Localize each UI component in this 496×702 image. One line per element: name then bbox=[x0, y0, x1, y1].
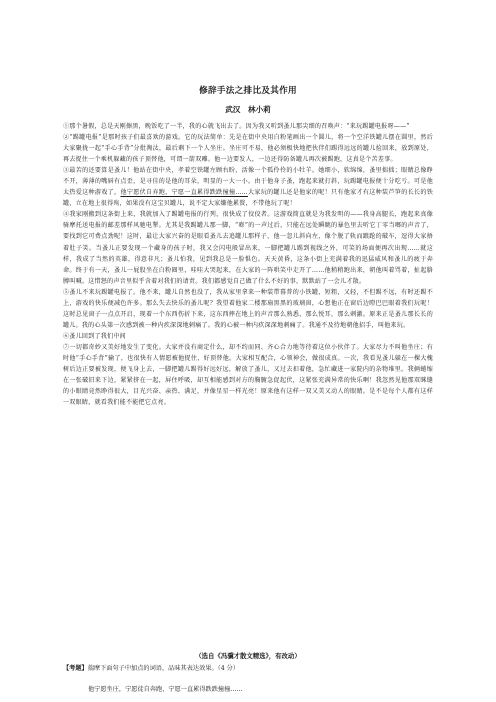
paragraph-3-part-2: 大家玩的罐儿还是他家的呢！只有他家才有这种装芦笋的长长的铁罐，立在地上很得殇，如果没有这宝贝罐儿，说不定大家嫌他累赘，不带他玩了呢！ bbox=[63, 189, 434, 208]
exam-quote: 他宁愿坐庄，宁愿徒自奔跑，宁愿一直累得跌跌撞撞…… bbox=[88, 686, 243, 693]
paragraph-6: ⑥蚤儿回到了我们中间 bbox=[63, 332, 126, 340]
document-author: 武汉 林小莉 bbox=[225, 105, 271, 114]
paragraph-3-part-1: ③最苦的还要算是蚤儿！他站在街中央，孝着空铁罐左顾右盼，活像一个孤伶伶的小牡羊。她细小，软绵绵，蚤里拙拙；眼睛总像睁不开，薄薄的嘴唇有点歪，是寻佳的是他的耳朵，明显的一大一小。由于他身子蚤，跑起来就打斜，玩踢罐电报便十分吃亏。可是他太热爱这种游戏了， bbox=[63, 167, 433, 197]
exam-question-text: 揣摩下面句子中加点的词语，品味其表达效果。（4 分） bbox=[87, 665, 240, 672]
paragraph-2: ②“踢罐电报”是那时孩子们最喜欢的游戏。它的玩法简单：先是在街中央用白粉笔画出一个圆儿，将一个空洋铁罐儿摆在圆里，然后大家聚拢一起“手心手背”分批淘汰，最后剩下一个人坐庄。坐庄可不易，他必须极快地把伙伴们踢得远远的罐儿捡回来，放到原处，再去捉住一个乘机躲藏的孩子顶替他，可谓一箭双雕。他一边要发人，一边还得防备罐儿再次被踢跑，这真是个苦差事。 bbox=[63, 134, 433, 164]
paragraph-1: ①那个暑假，总是天刚擦黑，晚饭吃了一半，我的心就飞出去了。因为我又听到蚤儿那尖细的召唤声：“来玩踢罐电报呀——” bbox=[63, 123, 410, 130]
essay-body bbox=[63, 121, 433, 408]
paragraph-4: ④我家刚搬到这条街上来，我就加入了踢罐电报的行列，很快成了佼佼者。这游戏简直就是为我发明的——我身高腿长，跑起来真像骑摩托送电报的邮差那样风驰电掣。尤其是我踢罐儿那一脚，“嘭”的一声过后，只能在远处瞬眺的暴色里去听它丁零当啷的声音了，要找到它可费点劲呢！这时，最让大家兴奋的是眼看蚤儿去追罐儿那样子，他一忽儿斜向左，像个脱了轨而踉跄的破车，逗得大家捂着肚子笑。当蚤儿正要发现一个藏身的孩子时，我又会闪电般冒出来，一脚把罐儿踢到视线之外，可笑的场面便再次出现……就这样，我成了当然的英雄，得意非凡；蚤儿怕我，见到我总是一脸惧色。天天黄昏，这条小街上充满着我的迅猛威风和蚤儿的疲于奔命。终于有一天，蚤儿一屁股坐在白粉圈里，哇哇大哭起来，在大家的一阵哄笑中走开了……他稍稍跑出来，朝他叫着骂着，扯起胳膊叫喊。这惜怒的声音里似乎含着对我们的请责。我们都感觉自己做了什么不好的事，默默站了一会儿才散。 bbox=[63, 211, 433, 285]
paragraph-3 bbox=[63, 165, 433, 209]
exam-tag: 【考题】 bbox=[63, 665, 88, 672]
paragraph-7: ⑦一切都奇妙又美好地发生了变化。大家并没有商定什么，却不约而同、齐心合力地等待着这位小伙伴了。大家尽力不叫他坐庄；有时他“手心手背”输了，也很快有人情愿被他捉住，好顶替他。大家相互配合，心领神会，做很成真。一次，我看见蚤儿躲在一棵大槐树后边正要被发现，便飞身上去，一脚把罐儿踢得好远好远，解放了蚤儿，又过去扣着他，急忙藏进一家院内的杂物堆里。我俩蜷缩在一张破旧来下边，紧紧挤在一起，屏住呼吸，却互相能感到对方的胸腑急促起伏，这紧张充满异常的快乐啊！我忽然见他那双眯缝的小眼睛竟然睁得很大，目光兴奋、亲热、满足，并像星星一样光亮！原来他有这样一双又美又动人的眼睛。是不是每个人都有这样一双眼睛，就看我们能不能把它点亮。 bbox=[63, 343, 433, 407]
source-citation: （选自《冯骥才散文精选》，有改动） bbox=[195, 652, 301, 660]
document-title: 修辞手法之排比及其作用 bbox=[199, 86, 297, 96]
underlined-sentence: 他宁愿伏自弃跑，宁愿一直累得跌跌撞撞…… bbox=[120, 189, 248, 197]
exam-question bbox=[63, 663, 433, 674]
paragraph-5: ⑤蚤儿不来玩踢罐电报了。他不来，罐儿自然也没了，我从家里拿来一种装带幕普的小铁罐，短粗，又轻，不但踢不远，有时还踢不上，游戏的快乐便减色许多。那么失去快乐的蚤儿呢？我望着他家二楼那扇黑黑的玻璃窗，心想他正在窗后边瞪巴巴眼着我们玩呢！这时总见窗子一点点开启，现着一个东西伤折下来，这东西摔在地上的声音那么熟悉，那么悦耳，那么刺激。原来正是蚤儿那长长的罐儿。我的心头第一次感到被一种内疚深深地刺痛了。我的心被一种内疚深深地刺痛了。我通不及待地朝他招手，叫他来玩。 bbox=[63, 288, 433, 329]
